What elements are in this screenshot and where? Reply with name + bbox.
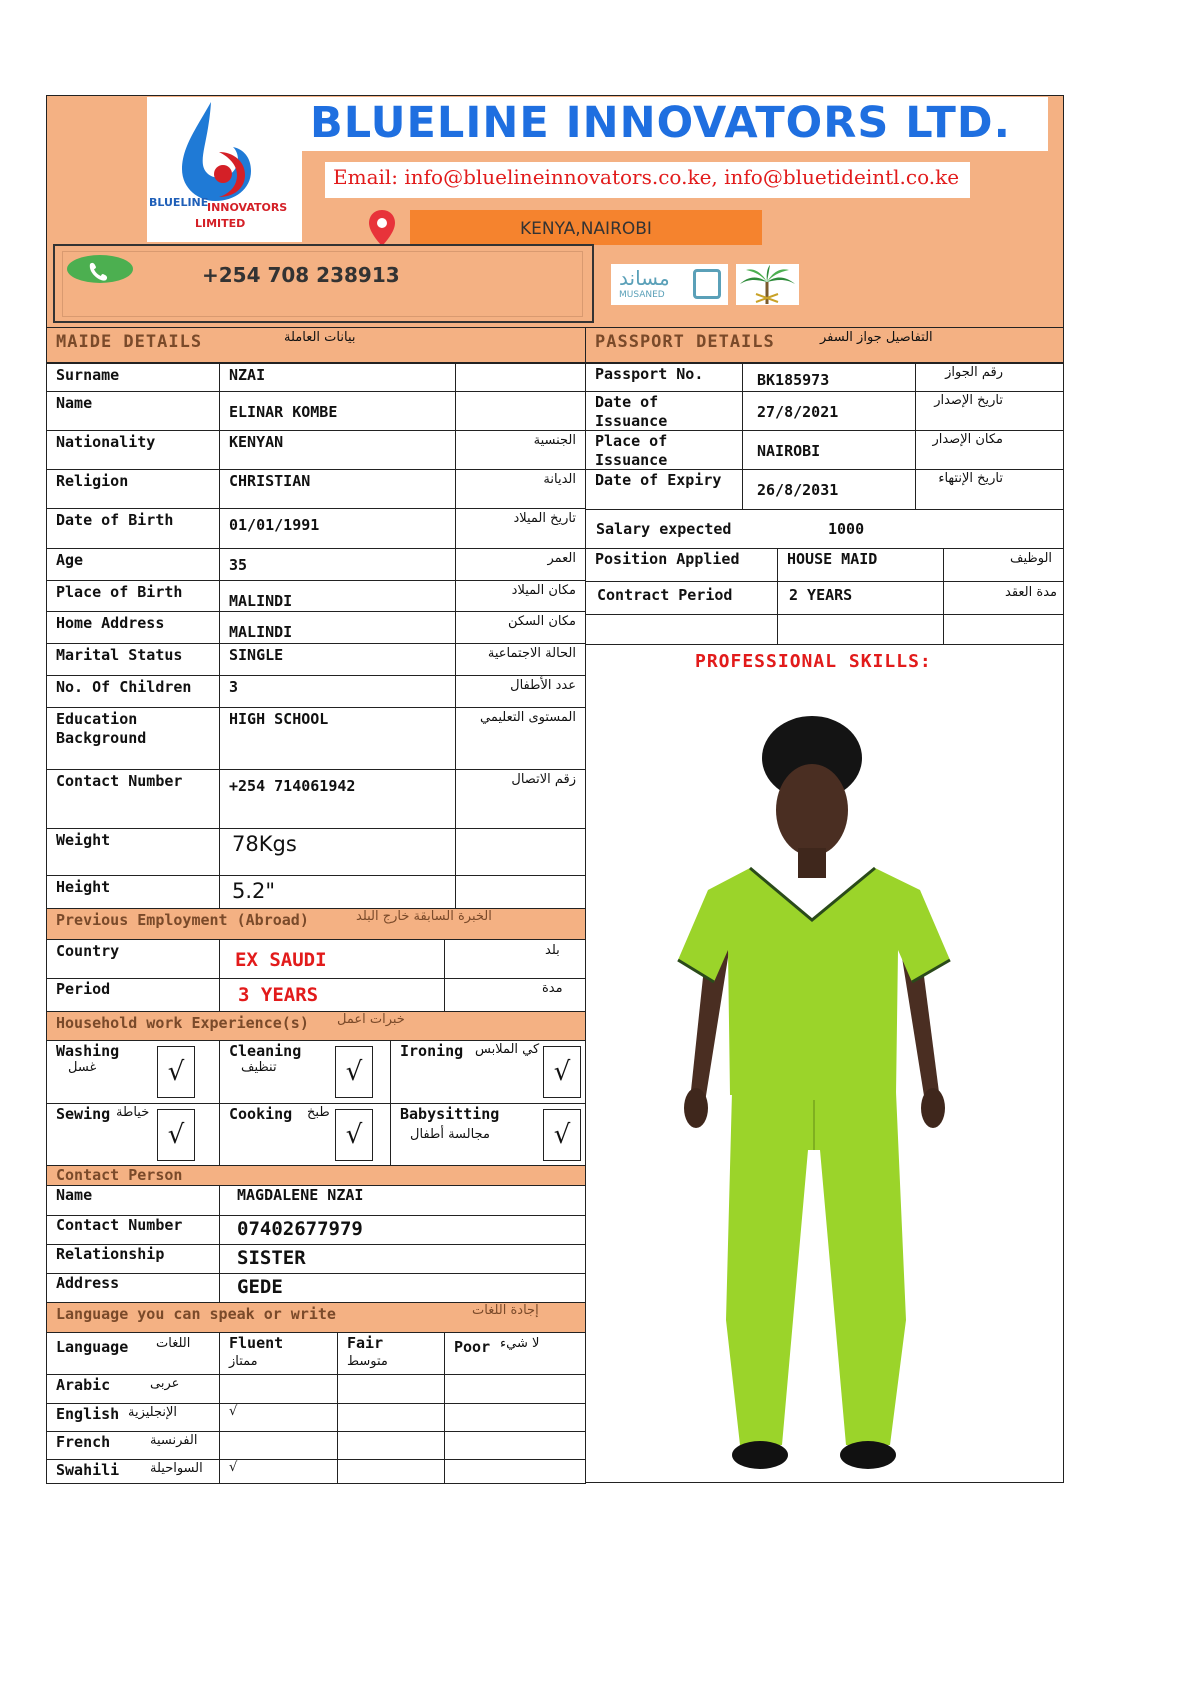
household-checkbox: √ xyxy=(157,1109,195,1161)
maid-label: Education Background xyxy=(56,710,147,747)
maid-label: Nationality xyxy=(56,433,156,451)
maid-value-cell xyxy=(219,548,456,581)
maid-label: No. Of Children xyxy=(56,678,192,696)
contact-value: MAGDALENE NZAI xyxy=(237,1186,364,1204)
language-cell xyxy=(219,1431,338,1460)
language-col-fluent: Fluent xyxy=(229,1334,284,1352)
maid-ar-label: زقم الاتصال xyxy=(511,772,576,787)
language-cell xyxy=(444,1403,586,1432)
household-label-ar: مجالسة أطفال xyxy=(410,1127,490,1142)
contract-label: Contract Period xyxy=(597,586,733,604)
musaned-logo xyxy=(611,264,728,305)
maid-value: KENYAN xyxy=(229,433,284,451)
logo-text-blueline: BLUELINE xyxy=(149,196,209,209)
passport-value: NAIROBI xyxy=(757,442,821,460)
maid-label: Place of Birth xyxy=(56,583,183,601)
maid-value: SINGLE xyxy=(229,646,284,664)
contact-person-title: Contact Person xyxy=(56,1166,183,1184)
maid-value: HIGH SCHOOL xyxy=(229,710,329,728)
maid-value: 01/01/1991 xyxy=(229,516,320,534)
passport-label: Passport No. xyxy=(595,365,704,383)
maid-ar-label: تاريخ الميلاد xyxy=(513,511,576,526)
household-label: Babysitting xyxy=(400,1105,500,1123)
maid-ar-label: الجنسية xyxy=(533,433,576,448)
household-checkbox: √ xyxy=(335,1109,373,1161)
language-fluent-mark: √ xyxy=(229,1460,238,1475)
language-cell xyxy=(219,1374,338,1404)
period-label: Period xyxy=(56,980,111,998)
maid-value: ELINAR KOMBE xyxy=(229,403,338,421)
language-col-fair-ar: متوسط xyxy=(347,1354,388,1369)
location-text: KENYA,NAIROBI xyxy=(520,219,652,239)
household-label: Cleaning xyxy=(229,1042,302,1060)
language-cell xyxy=(337,1403,445,1432)
language-cell xyxy=(337,1459,445,1484)
language-col-fair: Fair xyxy=(347,1334,384,1352)
language-title: Language you can speak or write xyxy=(56,1305,336,1323)
candidate-photo xyxy=(650,700,1000,1480)
period-ar-cell xyxy=(444,978,586,1012)
language-cell xyxy=(337,1374,445,1404)
musaned-mark-icon xyxy=(693,269,721,299)
maid-ar-label: الديانة xyxy=(543,472,576,487)
professional-skills-title: PROFESSIONAL SKILLS: xyxy=(695,651,932,672)
contact-label: Address xyxy=(56,1274,120,1292)
household-label: Cooking xyxy=(229,1105,293,1123)
maid-label: Age xyxy=(56,551,84,569)
country-label: Country xyxy=(56,942,120,960)
language-col-lang: Language xyxy=(56,1338,129,1356)
contact-label: Contact Number xyxy=(56,1216,183,1234)
period-ar: مدة xyxy=(542,981,563,996)
passport-ar-label: تاريخ الإنتهاء xyxy=(938,471,1003,486)
maid-value: +254 714061942 xyxy=(229,777,356,795)
language-title-ar: إجادة اللغات xyxy=(472,1303,539,1318)
maid-ar-label: الحالة الاجتماعية xyxy=(487,646,576,661)
language-col-poor-ar: لا شيء xyxy=(500,1336,540,1351)
household-checkbox: √ xyxy=(157,1046,195,1098)
maid-label: Surname xyxy=(56,366,120,384)
maid-value: MALINDI xyxy=(229,592,293,610)
language-cell xyxy=(444,1459,586,1484)
passport-ar-label: مكان الإصدار xyxy=(932,432,1003,447)
maid-label: Contact Number xyxy=(56,772,183,790)
household-title-ar: خبرات اعمل xyxy=(337,1012,405,1027)
maid-label: Height xyxy=(56,878,111,896)
logo-text-innovators: INNOVATORS xyxy=(207,201,288,214)
passport-value: BK185973 xyxy=(757,371,830,389)
maid-value-cell xyxy=(219,675,456,708)
maid-ar-label: مكان السكن xyxy=(507,614,576,629)
contract-value: 2 YEARS xyxy=(789,586,853,604)
maid-value: 5.2" xyxy=(232,879,276,903)
previous-employment-title: Previous Employment (Abroad) xyxy=(56,911,309,929)
company-name: BLUELINE INNOVATORS LTD. xyxy=(310,98,1011,148)
palm-icon xyxy=(736,264,799,305)
passport-label: Date of Expiry xyxy=(595,471,722,489)
maid-details-title-ar: بيانات العاملة xyxy=(284,330,356,345)
household-label: Sewing xyxy=(56,1105,111,1123)
maid-label: Marital Status xyxy=(56,646,183,664)
saudi-palm-logo xyxy=(736,264,799,305)
salary-value: 1000 xyxy=(828,520,865,538)
household-label-ar: خياطة xyxy=(116,1105,150,1120)
contact-value: SISTER xyxy=(237,1247,306,1269)
maid-label: Religion xyxy=(56,472,129,490)
empty-cell-3 xyxy=(943,614,1064,645)
household-label: Ironing xyxy=(400,1042,464,1060)
passport-value: 27/8/2021 xyxy=(757,403,839,421)
maid-value: MALINDI xyxy=(229,623,293,641)
country-ar: بلد xyxy=(545,943,560,958)
language-name-ar: الإنجليزية xyxy=(128,1405,178,1420)
household-label-ar: طبخ xyxy=(307,1105,330,1120)
email-text: Email: info@bluelineinnovators.co.ke, info@bluetideintl.co.ke xyxy=(333,165,960,189)
salary-label: Salary expected xyxy=(596,520,732,538)
household-label-ar: كي الملابس xyxy=(475,1042,540,1057)
language-name-ar: الفرنسية xyxy=(150,1433,198,1448)
household-checkbox: √ xyxy=(543,1109,581,1161)
country-value: EX SAUDI xyxy=(235,949,327,971)
maid-value: 35 xyxy=(229,556,248,574)
language-fluent-mark: √ xyxy=(229,1404,238,1419)
musaned-ar: مساند xyxy=(619,266,670,290)
passport-label: Date of Issuance xyxy=(595,393,668,430)
passport-value: 26/8/2031 xyxy=(757,481,839,499)
contact-value: GEDE xyxy=(237,1276,283,1298)
passport-ar-label: رقم الجواز xyxy=(945,365,1003,380)
maid-ar-cell xyxy=(455,875,586,909)
contact-label: Name xyxy=(56,1186,93,1204)
position-ar: الوظيف xyxy=(1010,551,1053,566)
language-cell xyxy=(444,1374,586,1404)
household-checkbox: √ xyxy=(543,1046,581,1098)
maid-label: Date of Birth xyxy=(56,511,174,529)
maid-ar-label: عدد الأطفال xyxy=(510,678,576,693)
language-name-ar: السواحيلة xyxy=(150,1461,203,1476)
period-value: 3 YEARS xyxy=(238,984,319,1006)
passport-ar-label: تاريخ الإصدار xyxy=(934,393,1003,408)
country-ar-cell xyxy=(444,939,586,979)
maid-ar-label: العمر xyxy=(547,551,576,566)
household-label-ar: تنظيف xyxy=(241,1060,277,1075)
household-title: Household work Experience(s) xyxy=(56,1014,309,1032)
logo-text-limited: LIMITED xyxy=(195,217,246,230)
maid-ar-cell xyxy=(455,391,586,431)
previous-employment-title-ar: الخبرة السابقة خارج البلد xyxy=(356,909,492,924)
company-logo xyxy=(147,97,302,242)
language-col-poor: Poor xyxy=(454,1338,491,1356)
language-name: English xyxy=(56,1405,120,1423)
contact-value: 07402677979 xyxy=(237,1218,363,1240)
contract-ar: مدة العقد xyxy=(1005,585,1057,600)
language-col-fluent-ar: ممتاز xyxy=(229,1354,258,1369)
household-label: Washing xyxy=(56,1042,120,1060)
household-checkbox: √ xyxy=(335,1046,373,1098)
maid-value: NZAI xyxy=(229,366,266,384)
language-col-lang-ar: اللغات xyxy=(156,1336,191,1351)
contact-label: Relationship xyxy=(56,1245,165,1263)
maid-value: 3 xyxy=(229,678,239,696)
language-cell xyxy=(444,1431,586,1460)
empty-cell-2 xyxy=(777,614,944,645)
phone-icon xyxy=(66,254,134,288)
position-label: Position Applied xyxy=(595,550,740,568)
empty-cell-1 xyxy=(585,614,778,645)
language-cell xyxy=(337,1431,445,1460)
maid-value: 78Kgs xyxy=(232,832,297,856)
phone-number: +254 708 238913 xyxy=(202,263,400,287)
language-name: Arabic xyxy=(56,1376,111,1394)
maid-ar-label: المستوى التعليمي xyxy=(480,710,576,725)
passport-details-title-ar: التفاصيل جواز السفر xyxy=(820,330,933,345)
language-name: Swahili xyxy=(56,1461,120,1479)
maid-label: Home Address xyxy=(56,614,165,632)
maid-ar-cell xyxy=(455,363,586,392)
household-label-ar: غسل xyxy=(68,1060,97,1075)
passport-details-title: PASSPORT DETAILS xyxy=(595,332,775,352)
maid-ar-label: مكان الميلاد xyxy=(511,583,576,598)
maid-details-title: MAIDE DETAILS xyxy=(56,332,203,352)
maid-label: Name xyxy=(56,394,93,412)
maid-label: Weight xyxy=(56,831,111,849)
maid-value: CHRISTIAN xyxy=(229,472,311,490)
passport-label: Place of Issuance xyxy=(595,432,668,469)
language-name-ar: عربى xyxy=(150,1376,180,1391)
language-name: French xyxy=(56,1433,111,1451)
musaned-en: MUSANED xyxy=(619,290,665,300)
position-value: HOUSE MAID xyxy=(787,550,878,568)
maid-ar-cell xyxy=(455,828,586,876)
